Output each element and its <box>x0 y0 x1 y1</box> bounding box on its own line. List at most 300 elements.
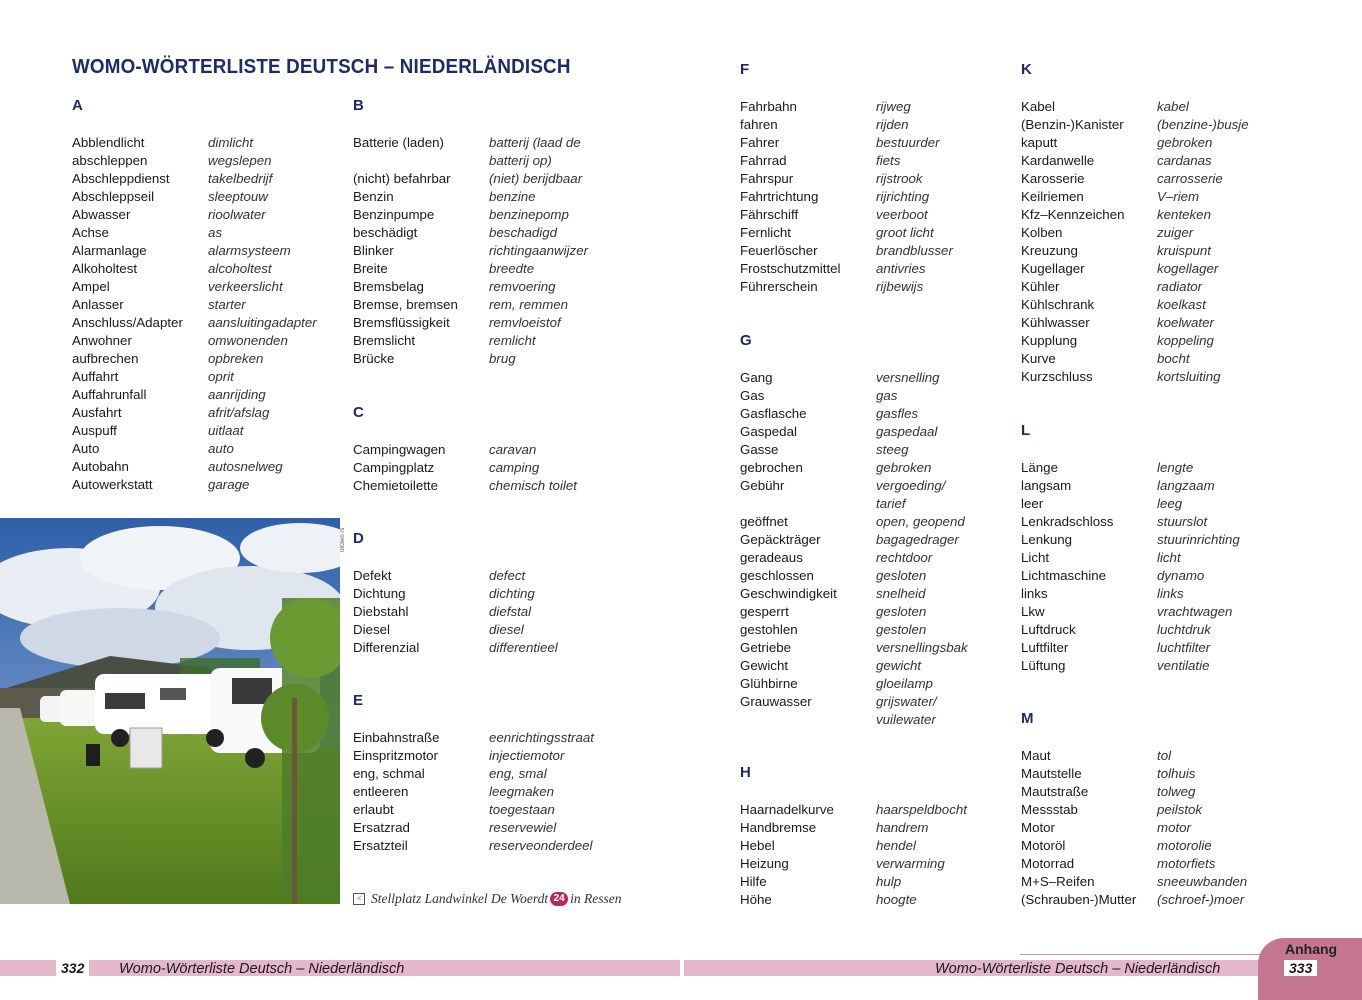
section-letter: G <box>740 332 752 349</box>
entry-row <box>1021 819 1286 837</box>
section-e <box>353 692 618 855</box>
entry-row <box>740 224 1005 242</box>
dutch-term: rijstrook <box>876 171 923 186</box>
entry-row <box>72 386 337 404</box>
dutch-term: tolhuis <box>1157 766 1196 781</box>
dutch-term: haarspeldbocht <box>876 802 967 817</box>
dutch-term: versnelling <box>876 370 940 385</box>
entry-row <box>72 350 337 368</box>
german-term: Fahrspur <box>740 171 794 186</box>
dutch-term: verkeerslicht <box>208 279 283 294</box>
german-term: Geschwindigkeit <box>740 586 837 601</box>
dutch-term: kortsluiting <box>1157 369 1221 384</box>
dutch-term: bestuurder <box>876 135 940 150</box>
dutch-term: verwarming <box>876 856 945 871</box>
dutch-term: omwonenden <box>208 333 288 348</box>
dutch-term: gesloten <box>876 568 927 583</box>
dutch-term: aanrijding <box>208 387 266 402</box>
dutch-term: brug <box>489 351 516 366</box>
entry-list <box>1021 98 1286 386</box>
caption-place: in Ressen <box>570 891 622 906</box>
german-term: Kreuzung <box>1021 243 1078 258</box>
german-term: Diebstahl <box>353 604 409 619</box>
dutch-term: vrachtwagen <box>1157 604 1233 619</box>
dutch-term: tol <box>1157 748 1172 763</box>
german-term: Lenkradschloss <box>1021 514 1114 529</box>
section-f <box>740 61 1005 296</box>
dutch-term: dimlicht <box>208 135 254 150</box>
entry-row <box>740 567 1005 585</box>
german-term: Handbremse <box>740 820 817 835</box>
entry-row <box>353 224 618 242</box>
dutch-term: rechtdoor <box>876 550 933 565</box>
german-term: Differenzial <box>353 640 420 655</box>
german-term: Einbahnstraße <box>353 730 440 745</box>
dutch-term: peilstok <box>1157 802 1203 817</box>
entry-row <box>353 639 618 657</box>
section-letter: L <box>1021 422 1031 439</box>
dutch-term: kenteken <box>1157 207 1211 222</box>
dutch-term: rijden <box>876 117 909 132</box>
german-term: erlaubt <box>353 802 394 817</box>
dutch-term: batterij (laad de batterij op) <box>489 135 581 168</box>
entry-row <box>740 603 1005 621</box>
german-term: geradeaus <box>740 550 803 565</box>
entry-row <box>740 206 1005 224</box>
entry-row <box>1021 531 1286 549</box>
dutch-term: as <box>208 225 223 240</box>
entry-row <box>740 477 1005 513</box>
dutch-term: groot licht <box>876 225 934 240</box>
dutch-term: breedte <box>489 261 535 276</box>
dutch-term: leeg <box>1157 496 1183 511</box>
german-term: Mautstraße <box>1021 784 1089 799</box>
dutch-term: hoogte <box>876 892 917 907</box>
german-term: gesperrt <box>740 604 789 619</box>
entry-row <box>1021 260 1286 278</box>
german-term: Blinker <box>353 243 394 258</box>
page-number-right: 333 <box>1284 960 1317 976</box>
german-term: Maut <box>1021 748 1051 763</box>
entry-row <box>740 459 1005 477</box>
entry-row <box>1021 585 1286 603</box>
entry-row <box>1021 567 1286 585</box>
dutch-term: rioolwater <box>208 207 266 222</box>
german-term: Kfz–Kennzeichen <box>1021 207 1125 222</box>
entry-row <box>1021 278 1286 296</box>
dutch-term: motorolie <box>1157 838 1212 853</box>
german-term: Ersatzteil <box>353 838 408 853</box>
dutch-term: gebroken <box>1157 135 1213 150</box>
german-term: Campingwagen <box>353 442 446 457</box>
dutch-term: rijweg <box>876 99 911 114</box>
dutch-term: afrit/afslag <box>208 405 270 420</box>
german-term: (Schrauben-)Mutter <box>1021 892 1137 907</box>
entry-row <box>740 134 1005 152</box>
dutch-term: open, geopend <box>876 514 965 529</box>
footer-rule <box>1020 954 1260 955</box>
dutch-term: (niet) berijdbaar <box>489 171 583 186</box>
entry-list <box>353 134 618 368</box>
german-term: Haarnadelkurve <box>740 802 834 817</box>
german-term: Gebühr <box>740 478 785 493</box>
dutch-term: garage <box>208 477 250 492</box>
dutch-term: richtingaanwijzer <box>489 243 589 258</box>
german-term: Grauwasser <box>740 694 812 709</box>
section-m <box>1021 710 1286 909</box>
entry-row <box>740 639 1005 657</box>
dutch-term: koppeling <box>1157 333 1214 348</box>
dutch-term: chemisch toilet <box>489 478 577 493</box>
entry-row <box>72 296 337 314</box>
german-term: Alarmanlage <box>72 243 147 258</box>
german-term: Feuerlöscher <box>740 243 818 258</box>
dutch-term: gas <box>876 388 898 403</box>
german-term: entleeren <box>353 784 409 799</box>
entry-row <box>72 440 337 458</box>
german-term: Fahrtrichtung <box>740 189 819 204</box>
german-term: Lenkung <box>1021 532 1073 547</box>
german-term: Kardanwelle <box>1021 153 1095 168</box>
dutch-term: kogellager <box>1157 261 1219 276</box>
german-term: eng, schmal <box>353 766 425 781</box>
german-term: Auffahrt <box>72 369 119 384</box>
dutch-term: cardanas <box>1157 153 1212 168</box>
page-number-left: 332 <box>56 960 89 976</box>
german-term: Autowerkstatt <box>72 477 153 492</box>
entry-row <box>72 188 337 206</box>
german-term: Chemietoilette <box>353 478 438 493</box>
dutch-term: defect <box>489 568 526 583</box>
dutch-term: benzine <box>489 189 536 204</box>
entry-row <box>740 657 1005 675</box>
dutch-term: takelbedrijf <box>208 171 273 186</box>
entry-row <box>353 296 618 314</box>
german-term: Fahrrad <box>740 153 787 168</box>
entry-row <box>1021 657 1286 675</box>
german-term: Kupplung <box>1021 333 1078 348</box>
dutch-term: langzaam <box>1157 478 1215 493</box>
dutch-term: eng, smal <box>489 766 547 781</box>
german-term: Benzinpumpe <box>353 207 435 222</box>
german-term: Auffahrunfall <box>72 387 147 402</box>
german-term: Fährschiff <box>740 207 799 222</box>
dutch-term: auto <box>208 441 234 456</box>
section-letter: B <box>353 97 364 114</box>
german-term: aufbrechen <box>72 351 139 366</box>
dutch-term: gaspedaal <box>876 424 938 439</box>
entry-row <box>72 476 337 494</box>
entry-list <box>353 729 618 855</box>
dutch-term: veerboot <box>876 207 928 222</box>
dutch-term: bagagedrager <box>876 532 959 547</box>
entry-row <box>353 621 618 639</box>
entry-row <box>1021 350 1286 368</box>
entry-row <box>740 405 1005 423</box>
page-title: WOMO-WÖRTERLISTE DEUTSCH – NIEDERLÄNDISCH <box>72 56 571 78</box>
entry-row <box>740 423 1005 441</box>
section-b <box>353 97 618 368</box>
entry-row <box>72 134 337 152</box>
entry-row <box>740 549 1005 567</box>
section-l <box>1021 422 1286 675</box>
dutch-term: reservewiel <box>489 820 557 835</box>
dutch-term: handrem <box>876 820 929 835</box>
entry-row <box>72 260 337 278</box>
entry-row <box>353 477 618 495</box>
entry-row <box>353 783 618 801</box>
entry-row <box>740 873 1005 891</box>
dutch-term: grijswater/ vuilewater <box>876 694 937 727</box>
entry-row <box>1021 206 1286 224</box>
dutch-term: hendel <box>876 838 916 853</box>
german-term: Abwasser <box>72 207 131 222</box>
dutch-term: injectiemotor <box>489 748 565 763</box>
german-term: Dichtung <box>353 586 406 601</box>
section-k <box>1021 61 1286 386</box>
german-term: Gewicht <box>740 658 789 673</box>
entry-row <box>1021 837 1286 855</box>
dutch-term: (benzine-)busje <box>1157 117 1249 132</box>
section-g <box>740 332 1005 729</box>
dutch-term: dichting <box>489 586 535 601</box>
german-term: Kurve <box>1021 351 1056 366</box>
section-letter: K <box>1021 61 1032 78</box>
german-term: Batterie (laden) <box>353 135 444 150</box>
entry-row <box>72 170 337 188</box>
section-tab-label: Anhang <box>1285 941 1338 957</box>
german-term: Kabel <box>1021 99 1056 114</box>
dutch-term: camping <box>489 460 540 475</box>
dutch-term: luchtfilter <box>1157 640 1211 655</box>
entry-row <box>353 242 618 260</box>
entry-row <box>1021 855 1286 873</box>
entry-row <box>353 314 618 332</box>
dutch-term: diesel <box>489 622 524 637</box>
german-term: Abschleppdienst <box>72 171 170 186</box>
entry-row <box>353 441 618 459</box>
caption-text: Stellplatz Landwinkel De Woerdt <box>371 891 549 906</box>
entry-row <box>1021 513 1286 531</box>
dutch-term: stuurslot <box>1157 514 1208 529</box>
german-term: Achse <box>72 225 109 240</box>
campsite-photo <box>0 518 340 904</box>
german-term: Fahrbahn <box>740 99 797 114</box>
german-term: Defekt <box>353 568 392 583</box>
german-term: Autobahn <box>72 459 129 474</box>
entry-row <box>740 98 1005 116</box>
german-term: Kurzschluss <box>1021 369 1093 384</box>
entry-row <box>740 531 1005 549</box>
german-term: Motorrad <box>1021 856 1075 871</box>
entry-row <box>353 350 618 368</box>
dutch-term: opbreken <box>208 351 264 366</box>
entry-row <box>353 585 618 603</box>
entry-row <box>740 188 1005 206</box>
entry-row <box>1021 314 1286 332</box>
dutch-term: motorfiets <box>1157 856 1216 871</box>
german-term: Anlasser <box>72 297 124 312</box>
german-term: Ausfahrt <box>72 405 122 420</box>
entry-row <box>1021 747 1286 765</box>
german-term: Bremsbelag <box>353 279 424 294</box>
german-term: Bremsflüssigkeit <box>353 315 450 330</box>
german-term: Höhe <box>740 892 772 907</box>
german-term: Glühbirne <box>740 676 798 691</box>
german-term: Messstab <box>1021 802 1078 817</box>
dutch-term: starter <box>208 297 246 312</box>
entry-row <box>72 242 337 260</box>
german-term: Auto <box>72 441 100 456</box>
entry-row <box>740 170 1005 188</box>
dutch-term: zuiger <box>1157 225 1194 240</box>
entry-list <box>740 801 1005 909</box>
entry-row <box>1021 639 1286 657</box>
german-term: Fahrer <box>740 135 780 150</box>
german-term: Luftdruck <box>1021 622 1076 637</box>
entry-row <box>740 855 1005 873</box>
entry-row <box>1021 765 1286 783</box>
dutch-term: gebroken <box>876 460 932 475</box>
german-term: Heizung <box>740 856 789 871</box>
entry-row <box>1021 188 1286 206</box>
german-term: Brücke <box>353 351 395 366</box>
german-term: Getriebe <box>740 640 791 655</box>
german-term: gebrochen <box>740 460 803 475</box>
german-term: links <box>1021 586 1048 601</box>
german-term: Karosserie <box>1021 171 1085 186</box>
german-term: Anschluss/Adapter <box>72 315 183 330</box>
entry-list <box>1021 459 1286 675</box>
dutch-term: reserveonderdeel <box>489 838 593 853</box>
german-term: (Benzin-)Kanister <box>1021 117 1124 132</box>
dutch-term: tolweg <box>1157 784 1196 799</box>
entry-row <box>1021 477 1286 495</box>
german-term: Ersatzrad <box>353 820 410 835</box>
german-term: Abschleppseil <box>72 189 155 204</box>
dutch-term: caravan <box>489 442 537 457</box>
german-term: Anwohner <box>72 333 132 348</box>
section-a <box>72 97 337 494</box>
german-term: Kugellager <box>1021 261 1085 276</box>
dutch-term: sleeptouw <box>208 189 268 204</box>
dutch-term: oprit <box>208 369 234 384</box>
entry-row <box>353 603 618 621</box>
section-h <box>740 764 1005 909</box>
german-term: Hilfe <box>740 874 767 889</box>
entry-row <box>72 224 337 242</box>
entry-row <box>353 170 618 188</box>
entry-row <box>1021 783 1286 801</box>
german-term: Benzin <box>353 189 394 204</box>
dutch-term: differentieel <box>489 640 558 655</box>
entry-row <box>1021 170 1286 188</box>
dutch-term: koelwater <box>1157 315 1214 330</box>
german-term: gestohlen <box>740 622 798 637</box>
entry-row <box>72 458 337 476</box>
entry-row <box>353 765 618 783</box>
german-term: Diesel <box>353 622 390 637</box>
german-term: Führerschein <box>740 279 818 294</box>
dutch-term: leegmaken <box>489 784 555 799</box>
dutch-term: antivries <box>876 261 926 276</box>
entry-row <box>740 891 1005 909</box>
entry-row <box>1021 603 1286 621</box>
dutch-term: sneeuwbanden <box>1157 874 1248 889</box>
entry-row <box>72 206 337 224</box>
entry-row <box>353 260 618 278</box>
entry-row <box>353 459 618 477</box>
section-letter: C <box>353 404 364 421</box>
dutch-term: alcoholtest <box>208 261 272 276</box>
german-term: Gasflasche <box>740 406 807 421</box>
dutch-term: ventilatie <box>1157 658 1210 673</box>
dutch-term: gesloten <box>876 604 927 619</box>
german-term: Einspritzmotor <box>353 748 438 763</box>
entry-row <box>353 134 618 170</box>
dutch-term: brandblusser <box>876 243 953 258</box>
dutch-term: rem, remmen <box>489 297 569 312</box>
entry-list <box>72 134 337 494</box>
entry-list <box>353 567 618 657</box>
dutch-term: hulp <box>876 874 902 889</box>
entry-list <box>740 98 1005 296</box>
section-letter: E <box>353 692 364 709</box>
german-term: Hebel <box>740 838 775 853</box>
entry-row <box>353 567 618 585</box>
entry-row <box>353 332 618 350</box>
dutch-term: bocht <box>1157 351 1190 366</box>
entry-row <box>740 441 1005 459</box>
section-d <box>353 530 618 657</box>
german-term: beschädigt <box>353 225 418 240</box>
german-term: fahren <box>740 117 778 132</box>
german-term: Kühlwasser <box>1021 315 1090 330</box>
german-term: Abblendlicht <box>72 135 145 150</box>
entry-row <box>740 513 1005 531</box>
entry-row <box>740 242 1005 260</box>
dutch-term: remlicht <box>489 333 536 348</box>
photo-caption <box>353 891 622 907</box>
section-c <box>353 404 618 495</box>
entry-row <box>740 675 1005 693</box>
entry-row <box>740 369 1005 387</box>
german-term: Lkw <box>1021 604 1045 619</box>
german-term: Ampel <box>72 279 110 294</box>
dutch-term: radiator <box>1157 279 1203 294</box>
german-term: (nicht) befahrbar <box>353 171 451 186</box>
dutch-term: rijrichting <box>876 189 930 204</box>
dutch-term: gestolen <box>876 622 927 637</box>
entry-row <box>1021 242 1286 260</box>
german-term: Lichtmaschine <box>1021 568 1106 583</box>
entry-row <box>72 404 337 422</box>
german-term: Kolben <box>1021 225 1063 240</box>
dutch-term: remvoering <box>489 279 556 294</box>
german-term: Licht <box>1021 550 1050 565</box>
german-term: Motoröl <box>1021 838 1066 853</box>
dutch-term: V–riem <box>1157 189 1200 204</box>
dutch-term: alarmsysteem <box>208 243 291 258</box>
entry-row <box>72 368 337 386</box>
entry-row <box>353 747 618 765</box>
german-term: Kühlschrank <box>1021 297 1095 312</box>
entry-row <box>1021 873 1286 891</box>
german-term: Keilriemen <box>1021 189 1084 204</box>
dutch-term: gasfles <box>876 406 919 421</box>
german-term: Gang <box>740 370 773 385</box>
entry-row <box>1021 549 1286 567</box>
